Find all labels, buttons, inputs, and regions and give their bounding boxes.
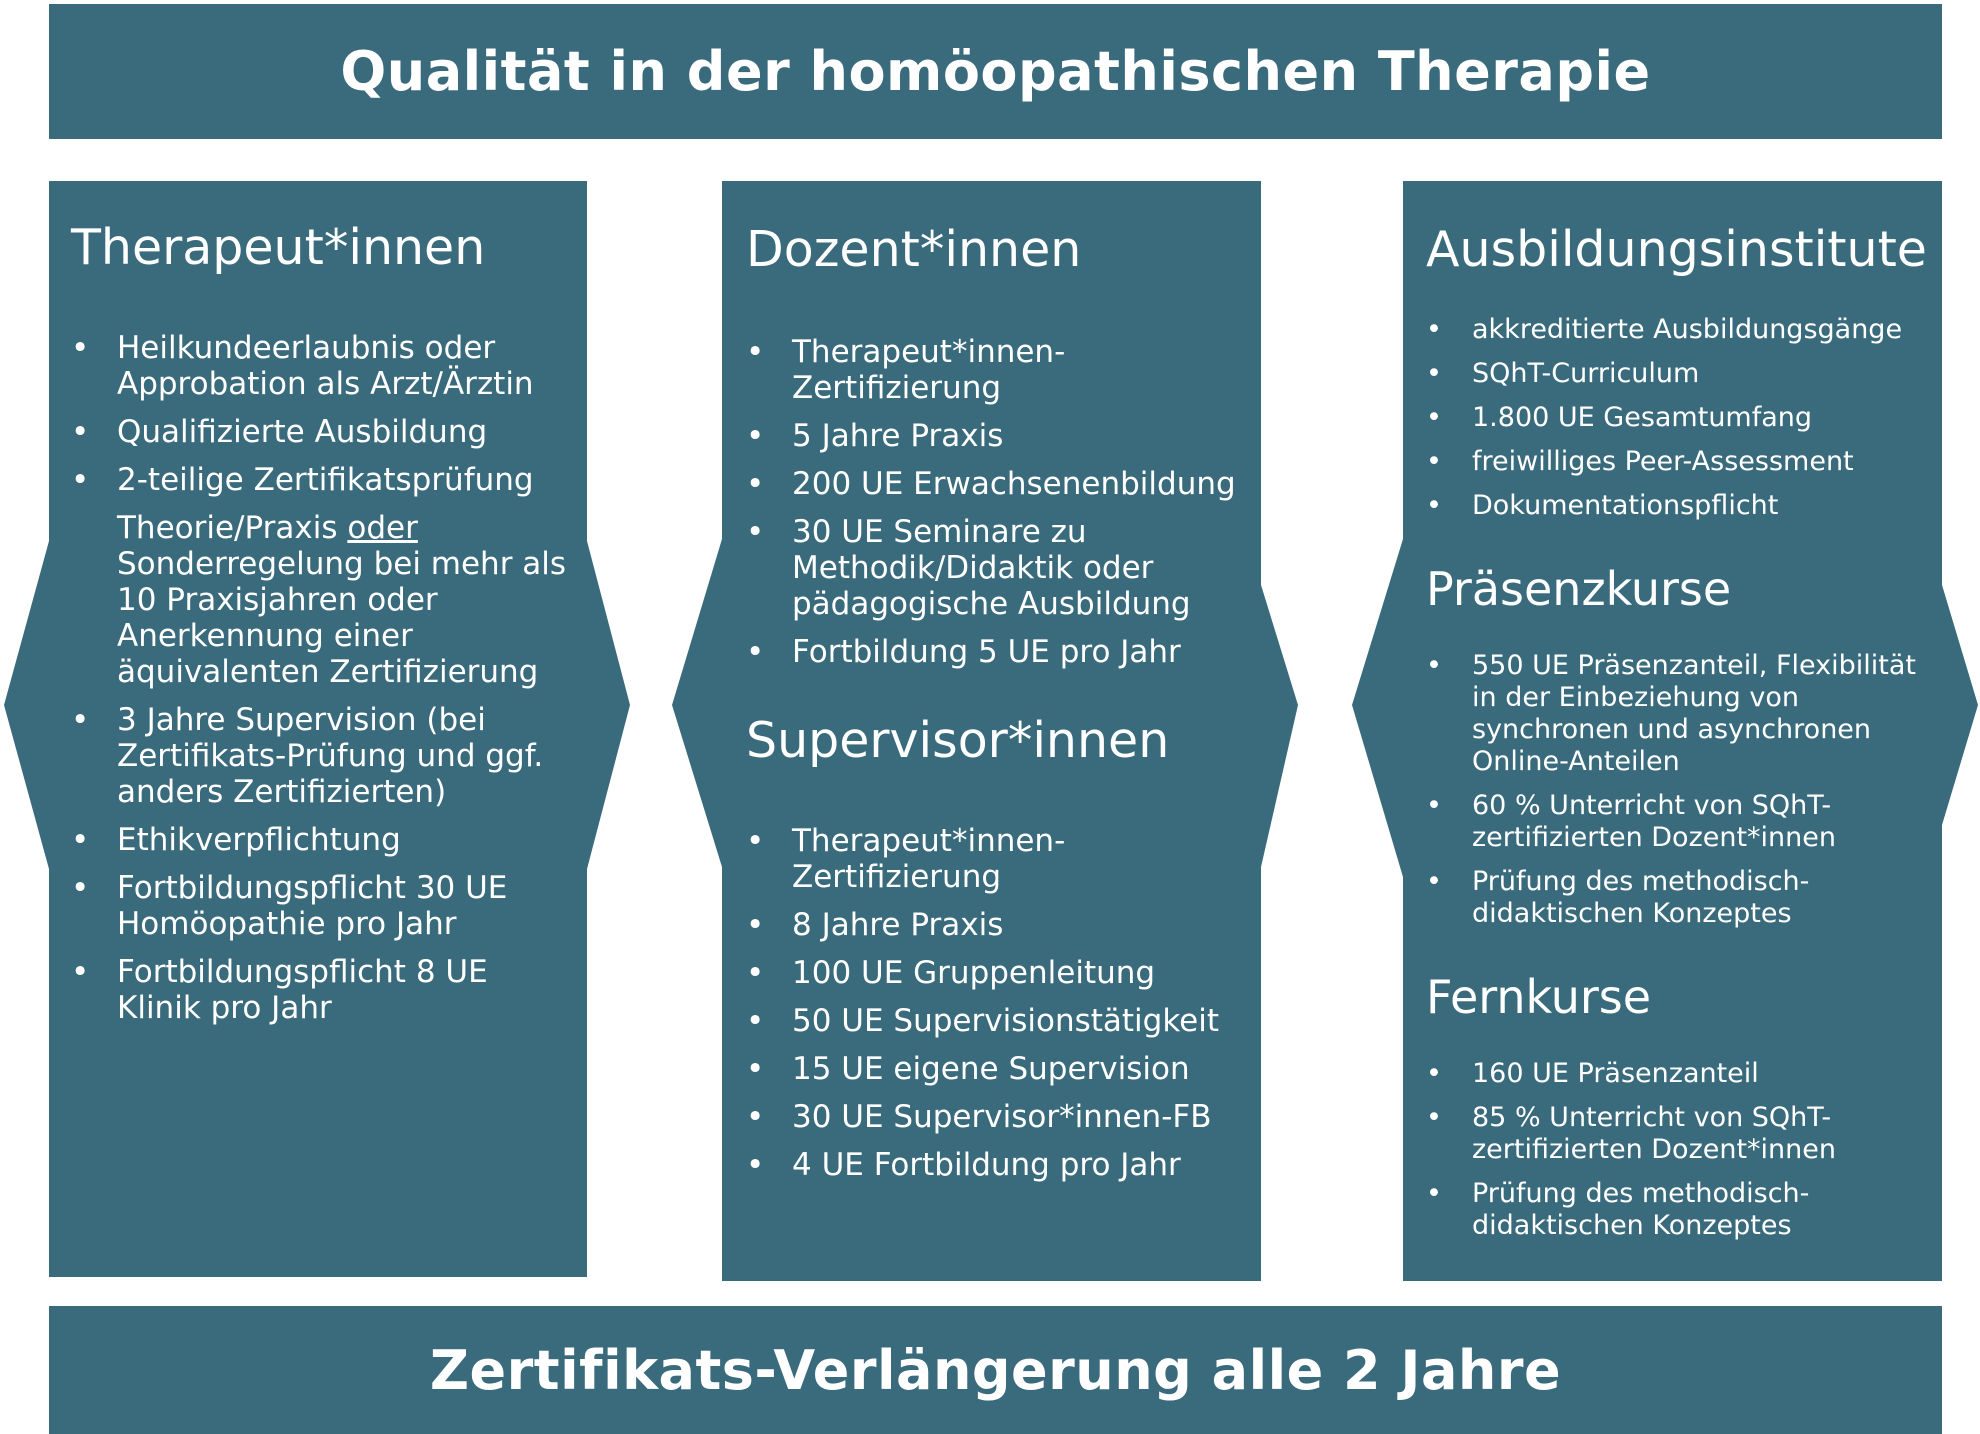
page-title: Qualität in der homöopathischen Therapie <box>49 4 1942 139</box>
list-item: • 30 UE Seminare zu Methodik/Didaktik oder pädagogische Ausbildung <box>746 514 1246 622</box>
praesenz-list <box>1426 650 1936 930</box>
therapeuten-panel <box>0 181 630 1277</box>
list-item: • 60 % Unterricht von SQhT-zertifizierten Dozent*innen <box>1426 790 1936 854</box>
list-item: • 50 UE Supervisionstätigkeit <box>746 1003 1246 1039</box>
fern-heading: Fernkurse <box>1426 970 1652 1024</box>
list-item: • 3 Jahre Supervision (bei Zertifikats-Prüfung und ggf. anders Zertifizierten) <box>71 702 581 810</box>
dozenten-list <box>746 334 1246 670</box>
therapeuten-list <box>71 330 581 1026</box>
institute-panel <box>1350 181 1980 1281</box>
list-item: • Heilkundeerlaubnis oder Approbation als Arzt/Ärztin <box>71 330 581 402</box>
footer-banner: Zertifikats-Verlängerung alle 2 Jahre <box>49 1306 1942 1434</box>
note-underlined-oder: oder <box>347 510 418 546</box>
praesenz-heading: Präsenzkurse <box>1426 562 1732 616</box>
list-item: • 100 UE Gruppenleitung <box>746 955 1246 991</box>
list-item: • Therapeut*innen-Zertifizierung <box>746 334 1246 406</box>
list-item: • 8 Jahre Praxis <box>746 907 1246 943</box>
supervisoren-list <box>746 823 1246 1183</box>
list-item: • 15 UE eigene Supervision <box>746 1051 1246 1087</box>
list-item: • 30 UE Supervisor*innen-FB <box>746 1099 1246 1135</box>
list-item: • freiwilliges Peer-Assessment <box>1426 446 1936 478</box>
list-item: • Dokumentationspflicht <box>1426 490 1936 522</box>
list-item: • 4 UE Fortbildung pro Jahr <box>746 1147 1246 1183</box>
list-item: • 160 UE Präsenzanteil <box>1426 1058 1936 1090</box>
fern-list <box>1426 1058 1936 1242</box>
therapeuten-heading: Therapeut*innen <box>71 219 486 276</box>
note-text-before: Theorie/Praxis <box>117 510 348 546</box>
list-item: • Therapeut*innen-Zertifizierung <box>746 823 1246 895</box>
dozenten-panel <box>670 181 1300 1281</box>
list-item: • Prüfung des methodisch-didaktischen Konzeptes <box>1426 1178 1936 1242</box>
list-item: • Fortbildung 5 UE pro Jahr <box>746 634 1246 670</box>
zertifikat-note <box>71 510 581 690</box>
institute-list <box>1426 314 1936 522</box>
list-item: • 550 UE Präsenzanteil, Flexibilität in der Einbeziehung von synchronen und asynchronen Online-Anteilen <box>1426 650 1936 778</box>
list-item: • 1.800 UE Gesamtumfang <box>1426 402 1936 434</box>
list-item: • Fortbildungspflicht 8 UE Klinik pro Jahr <box>71 954 581 1026</box>
list-item: • 200 UE Erwachsenenbildung <box>746 466 1246 502</box>
list-item: • Qualifizierte Ausbildung <box>71 414 581 450</box>
supervisoren-heading: Supervisor*innen <box>746 712 1170 769</box>
list-item: • 2-teilige Zertifikatsprüfung <box>71 462 581 498</box>
list-item: • Prüfung des methodisch-didaktischen Konzeptes <box>1426 866 1936 930</box>
list-item: • 5 Jahre Praxis <box>746 418 1246 454</box>
note-text-after: Sonderregelung bei mehr als 10 Praxisjahren oder Anerkennung einer äquivalenten Zertifizierung <box>117 546 567 690</box>
institute-heading: Ausbildungsinstitute <box>1426 221 1927 278</box>
dozenten-heading: Dozent*innen <box>746 221 1082 278</box>
list-item: • Fortbildungspflicht 30 UE Homöopathie pro Jahr <box>71 870 581 942</box>
list-item: • akkreditierte Ausbildungsgänge <box>1426 314 1936 346</box>
list-item: • 85 % Unterricht von SQhT-zertifizierten Dozent*innen <box>1426 1102 1936 1166</box>
list-item: • Ethikverpflichtung <box>71 822 581 858</box>
list-item: • SQhT-Curriculum <box>1426 358 1936 390</box>
